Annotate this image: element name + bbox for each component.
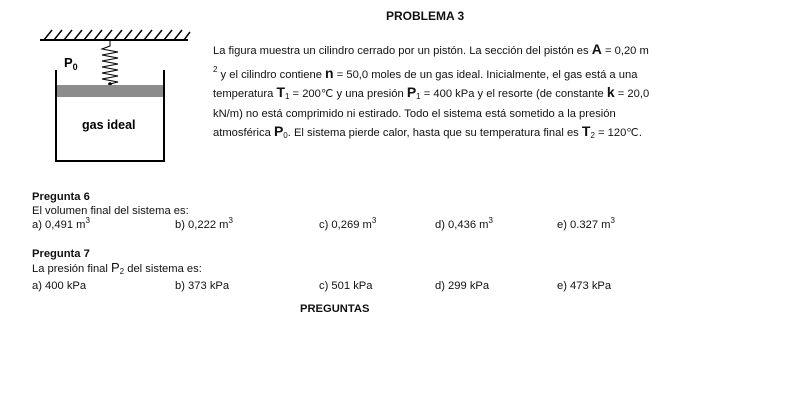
piston	[57, 85, 163, 97]
questions-heading: PREGUNTAS	[300, 303, 370, 315]
question-6-options	[32, 218, 652, 232]
question-6-title: Pregunta 6	[32, 191, 90, 203]
question-7-text: La presión final $P_2$ del sistema es:	[32, 260, 202, 276]
option-a[interactable]: a) 400 kPa	[32, 280, 87, 292]
option-c[interactable]: c) 501 kPa	[319, 280, 373, 292]
option-a[interactable]: a) 0,491 $m^3$	[32, 216, 90, 231]
gas-label: gas ideal	[82, 118, 136, 132]
option-e[interactable]: e) 473 kPa	[557, 280, 612, 292]
option-b[interactable]: b) 373 kPa	[175, 280, 230, 292]
option-b[interactable]: b) 0,222 $m^3$	[175, 216, 233, 231]
p0-label: $P_0$	[64, 55, 78, 72]
ceiling-support	[40, 30, 190, 40]
question-7-title: Pregunta 7	[32, 248, 90, 260]
question-6	[32, 190, 652, 232]
problem-statement: La figura muestra un cilindro cerrado por un pistón. La sección del pistón es A = 0,20 m $^2$ y el cilindro contiene n = 50,0 moles de un gas ideal. Inicialmente, el gas está a una temperatura $T_1$ = 200℃ y una presión $P_1 = 400$ kPa y el resorte (de constante k = 20,0 kN/m) no está comprimido ni estirado. Todo el sistema está sometido a la presión atmosférica $P_0$. El sistema pierde calor, hasta que su temperatura final es $T_2$ = 120℃.	[213, 41, 650, 141]
question-6-text: El volumen final del sistema es:	[32, 205, 189, 217]
option-d[interactable]: d) 0,436 $m^3$	[435, 216, 493, 231]
question-7-options	[32, 279, 652, 293]
option-d[interactable]: d) 299 kPa	[435, 280, 490, 292]
problem-title: PROBLEMA 3	[386, 9, 465, 23]
piston-cylinder-figure	[36, 26, 196, 171]
option-c[interactable]: c) 0,269 $m^3$	[319, 216, 377, 231]
option-e[interactable]: e) 0.327 $m^3$	[557, 216, 615, 231]
question-7	[32, 247, 652, 293]
spring	[102, 41, 118, 84]
